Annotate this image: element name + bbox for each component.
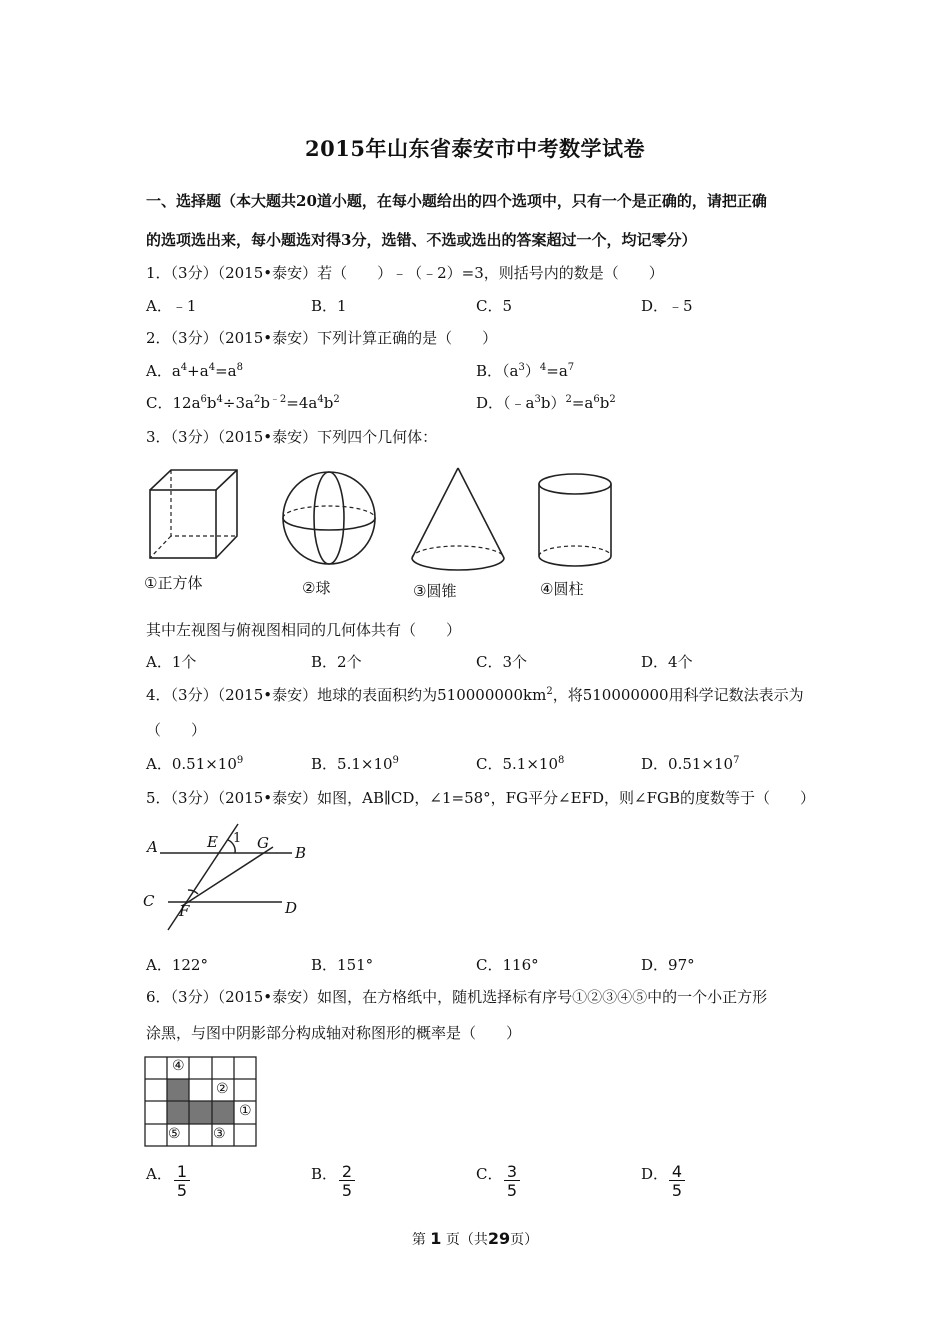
- q6-option-d-label: D．: [641, 1165, 669, 1183]
- point-b-label: B: [295, 844, 307, 862]
- q3-option-c: C．3个: [476, 653, 528, 671]
- q4-option-d: D．$0.51\times 10^7$: [641, 755, 740, 773]
- sphere-label: ②球: [302, 579, 331, 597]
- bisector-fg: [182, 847, 273, 906]
- page-footer: 第 1 页（共29页）: [411, 1229, 539, 1248]
- section-heading-line1: 一、选择题（本大题共20道小题，在每小题给出的四个选项中，只有一个是正确的，请把正确: [146, 192, 767, 210]
- sphere-outline: [283, 472, 375, 564]
- grid-label-2: ②: [216, 1081, 229, 1097]
- q6-stem-line1: 6．（3分）（2015•泰安）如图，在方格纸中，随机选择标有序号①②③④⑤中的一个小正方形: [146, 988, 768, 1006]
- point-g-label: G: [257, 834, 269, 852]
- q2-option-d: D．$(﹣a^3b)^2=a^6b^2$: [476, 394, 616, 412]
- q3-option-b: B．2个: [311, 653, 362, 671]
- grid-label-3: ③: [213, 1126, 226, 1142]
- q3-stem2: 其中左视图与俯视图相同的几何体共有（ ）: [146, 621, 462, 639]
- cylinder-label: ④圆柱: [540, 580, 584, 598]
- cylinder-top: [539, 474, 611, 494]
- q4-option-c: C．$5.1\times 10^8$: [476, 755, 565, 773]
- q6-option-b-fraction: $\frac{2}{5}$: [339, 1162, 355, 1199]
- q5-option-d: D．97°: [641, 956, 695, 974]
- q4-option-b: B．$5.1\times 10^9$: [311, 755, 399, 773]
- angle-1-label: 1: [233, 831, 242, 846]
- q1-option-d: D．﹣5: [641, 297, 693, 315]
- point-f-label: F: [179, 902, 190, 920]
- q2-option-b: B．$(a^3)^4=a^7$: [476, 362, 575, 380]
- q6-option-d-fraction: $\frac{4}{5}$: [669, 1162, 685, 1199]
- section-heading-line2: 的选项选出来，每小题选对得3分，选错、不选或选出的答案超过一个，均记零分）: [146, 231, 697, 249]
- grid-label-4: ④: [172, 1058, 185, 1074]
- cube-label: ①正方体: [144, 574, 203, 592]
- point-c-label: C: [143, 892, 155, 910]
- q2-option-c: C．$12a^6b^4\div 3a^2b^{﹣2}=4a^4b^2$: [146, 394, 340, 412]
- q6-option-b-label: B．: [311, 1165, 338, 1183]
- q1-option-c: C．5: [476, 297, 513, 315]
- q1-option-b: B．1: [311, 297, 347, 315]
- q3-option-d: D．4个: [641, 653, 693, 671]
- q5-option-a: A．122°: [146, 956, 208, 974]
- q4-stem2: （ ）: [146, 721, 207, 739]
- point-d-label: D: [285, 899, 298, 917]
- point-e-label: E: [207, 833, 218, 851]
- point-a-label: A: [147, 838, 158, 856]
- q4-option-a: A．$0.51\times 10^9$: [146, 755, 244, 773]
- q6-option-c-label: C．: [476, 1165, 503, 1183]
- q5-option-b: B．151°: [311, 956, 374, 974]
- q3-option-a: A．1个: [146, 653, 197, 671]
- q2-stem: 2．（3分）（2015•泰安）下列计算正确的是（ ）: [146, 329, 498, 347]
- q6-option-a-label: A．: [146, 1165, 172, 1183]
- cone-left-edge: [412, 468, 458, 558]
- cone-label: ③圆锥: [413, 582, 457, 600]
- q5-option-c: C．116°: [476, 956, 539, 974]
- page-title: 2015年山东省泰安市中考数学试卷: [305, 136, 645, 161]
- q6-stem-line2: 涂黑，与图中阴影部分构成轴对称图形的概率是（ ）: [146, 1024, 522, 1042]
- q5-stem: 5．（3分）（2015•泰安）如图，AB∥CD，∠1=58°，FG平分∠EFD，则∠FGB的度数等于（ ）: [146, 789, 815, 807]
- q2-option-a: A．$a^4+a^4=a^8$: [146, 362, 243, 380]
- q6-option-c-fraction: $\frac{3}{5}$: [504, 1162, 520, 1199]
- q6-grid-figure: [144, 1056, 258, 1148]
- q1-option-a: A．﹣1: [146, 297, 197, 315]
- q4-stem: 4．（3分）（2015•泰安）地球的表面积约为$510000000km^2$，将510000000用科学记数法表示为: [146, 686, 804, 704]
- q1-stem: 1．（3分）（2015•泰安）若（ ）﹣（﹣2）=3，则括号内的数是（ ）: [146, 264, 664, 282]
- grid-label-5: ⑤: [168, 1126, 181, 1142]
- grid-lines: [145, 1057, 256, 1146]
- q6-option-a-fraction: $\frac{1}{5}$: [174, 1162, 190, 1199]
- grid-label-1: ①: [239, 1103, 252, 1119]
- cone-right-edge: [458, 468, 504, 558]
- q3-stem: 3．（3分）（2015•泰安）下列四个几何体：: [146, 428, 438, 446]
